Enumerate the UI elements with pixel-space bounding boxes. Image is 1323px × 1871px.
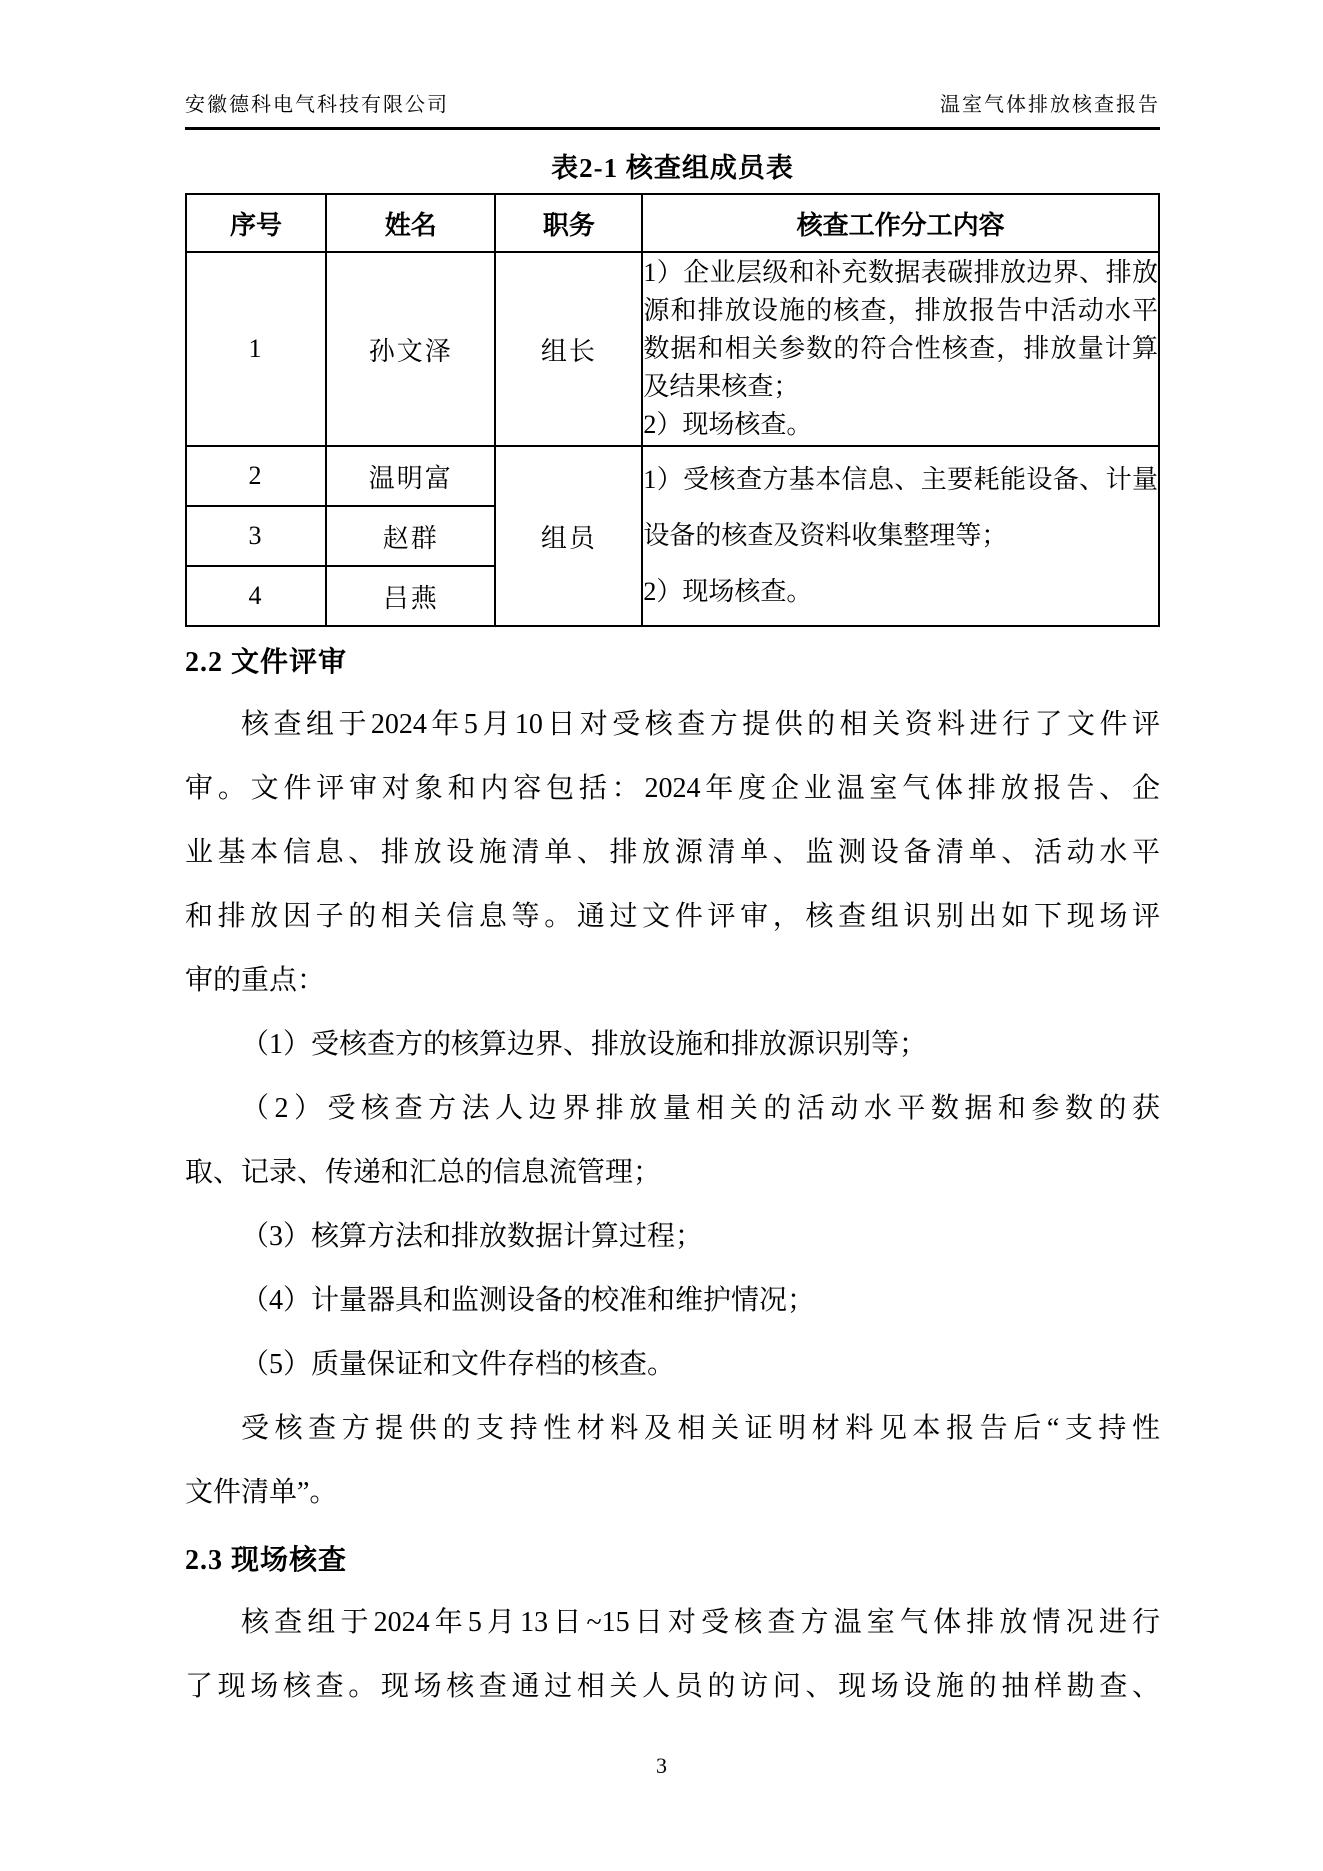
cell-no: 1 <box>186 252 326 446</box>
cell-no: 4 <box>186 566 326 626</box>
list-item: （3）核算方法和排放数据计算过程； <box>241 1221 704 1252</box>
paragraph-line: 核查组于2024年5月13日~15日对受核查方温室气体排放情况进行 <box>241 1607 1160 1638</box>
column-header-duty: 核查工作分工内容 <box>642 194 1159 252</box>
paragraph-line: 受核查方提供的支持性材料及相关证明材料见本报告后“支持性 <box>241 1413 1160 1444</box>
list-item: （4）计量器具和监测设备的校准和维护情况； <box>241 1285 816 1316</box>
cell-no: 3 <box>186 506 326 566</box>
table-header-row <box>186 194 1159 252</box>
paragraph-line: 了现场核查。现场核查通过相关人员的访问、现场设施的抽样勘查、 <box>185 1671 1160 1702</box>
duty-item: 1）企业层级和补充数据表碳排放边界、排放源和排放设施的核查，排放报告中活动水平数据和相关参数的符合性核查，排放量计算及结果核查； <box>643 258 1158 401</box>
cell-role: 组长 <box>495 252 642 446</box>
paragraph-line: 核查组于2024年5月10日对受核查方提供的相关资料进行了文件评 <box>241 709 1160 740</box>
duty-item: 1）受核查方基本信息、主要耗能设备、计量设备的核查及资料收集整理等； <box>643 465 1158 550</box>
running-header <box>185 88 1160 130</box>
duty-item: 2）现场核查。 <box>643 577 813 606</box>
column-header-no: 序号 <box>186 194 326 252</box>
cell-name: 温明富 <box>326 446 495 506</box>
table-row <box>186 252 1159 446</box>
paragraph-line: 文件清单”。 <box>185 1477 338 1508</box>
cell-duty <box>642 252 1159 446</box>
section-2-3-heading: 2.3 现场核查 <box>185 1545 348 1576</box>
header-report-title: 温室气体排放核查报告 <box>940 94 1160 116</box>
paragraph-line: 审。文件评审对象和内容包括：2024年度企业温室气体排放报告、企 <box>185 773 1160 804</box>
section-2-2-heading: 2.2 文件评审 <box>185 647 348 678</box>
paragraph-line: 业基本信息、排放设施清单、排放源清单、监测设备清单、活动水平 <box>185 837 1160 868</box>
paragraph-line: 和排放因子的相关信息等。通过文件评审，核查组识别出如下现场评 <box>185 901 1160 932</box>
cell-no: 2 <box>186 446 326 506</box>
list-item: （5）质量保证和文件存档的核查。 <box>241 1349 676 1380</box>
page-number: 3 <box>656 1753 667 1778</box>
paragraph-line: 审的重点： <box>185 965 326 996</box>
column-header-role: 职务 <box>495 194 642 252</box>
cell-role-merged: 组员 <box>495 446 642 626</box>
cell-name: 吕燕 <box>326 566 495 626</box>
table-row <box>186 446 1159 506</box>
cell-duty-merged <box>642 446 1159 626</box>
header-company-name: 安徽德科电气科技有限公司 <box>185 94 449 116</box>
list-item: （1）受核查方的核算边界、排放设施和排放源识别等； <box>241 1029 928 1060</box>
cell-name: 孙文泽 <box>326 252 495 446</box>
verification-team-table <box>185 193 1160 627</box>
column-header-name: 姓名 <box>326 194 495 252</box>
cell-name: 赵群 <box>326 506 495 566</box>
list-item: （2）受核查方法人边界排放量相关的活动水平数据和参数的获 <box>241 1093 1160 1124</box>
list-item-continuation: 取、记录、传递和汇总的信息流管理； <box>185 1157 662 1188</box>
table-caption: 表2-1 核查组成员表 <box>551 153 794 183</box>
duty-item: 2）现场核查。 <box>643 410 813 439</box>
